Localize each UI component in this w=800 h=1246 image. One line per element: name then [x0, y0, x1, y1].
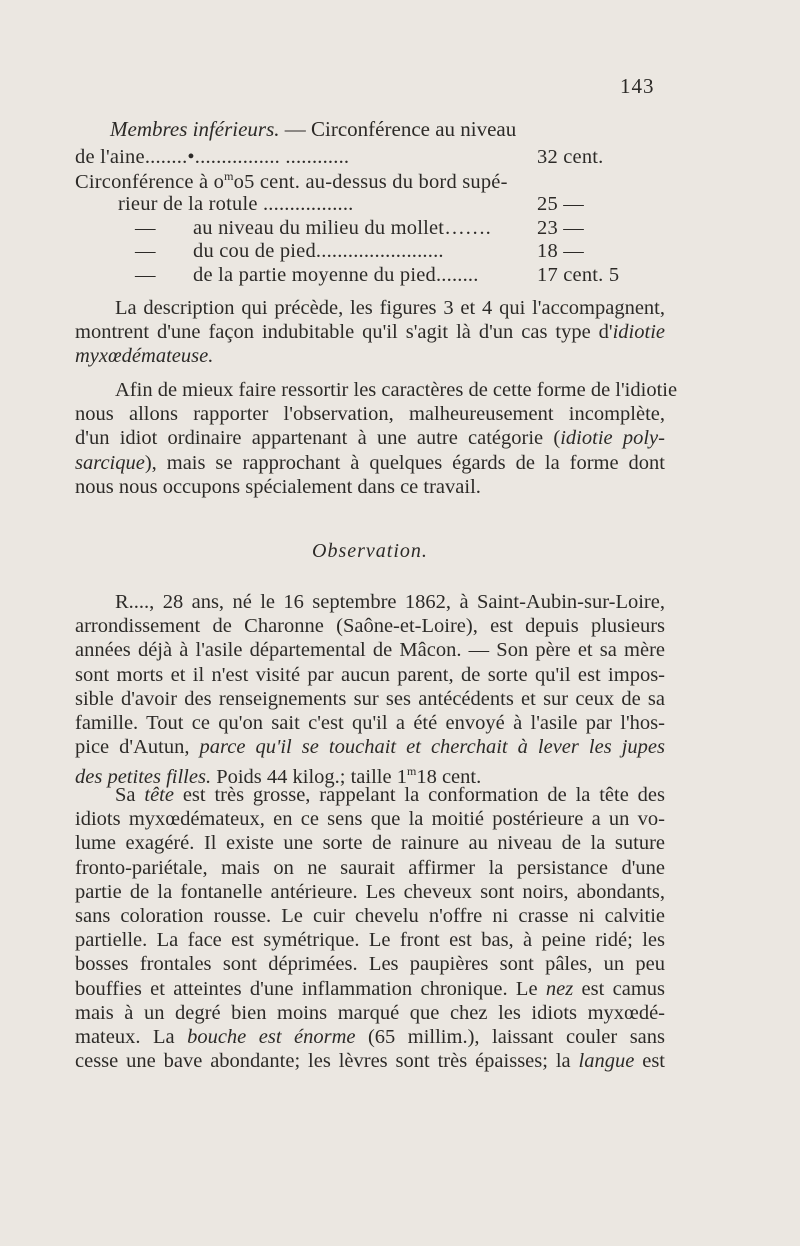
- measurement-row: [75, 264, 655, 294]
- dash: —: [135, 264, 156, 286]
- paragraph-observation: R...., 28 ans, né le 16 septembre 1862, à Saint-Aubin-sur-Loire, arrondissement de Charonne (Saône-et-Loire), est depuis plusieurs années déjà à l'asile départemental de Mâcon. — Son père et sa mère sont morts et il n'est visité par aucun parent, de sorte qu'il est impos- sible d'avoir des renseignements sur ses antécédents et sur ceux de sa famille. Tout ce qu'on sait c'est qu'il a été envoyé à l'asile par l'hos- pice d'Autun, parce qu'il se touchait et cherchait à lever les jupes des petites filles. Poids 44 kilog.; taille 1$^m$18 cent.: [75, 591, 665, 789]
- page-number: 143: [620, 74, 655, 98]
- heading-title: Membres inférieurs.: [110, 117, 280, 141]
- measurement-value: 18 —: [537, 240, 584, 262]
- section-title: Observation.: [312, 540, 428, 562]
- paragraph-head-description: Sa tête est très grosse, rappelant la conformation de la tête des idiots myxœdémateux, en ce sens que la moitié postérieure a un vo- lume exagéré. Il existe une sorte de rainure au niveau de la suture fronto-pariétale, mais on ne saurait affirmer la persistance d'une partie de la fontanelle antérieure. Les cheveux sont noirs, abondants, sans coloration rousse. Le cuir chevelu n'offre ni crasse ni calvitie partielle. La face est symétrique. Le front est bas, à peine ridé; les bosses frontales sont déprimées. Les paupières sont pâles, un peu bouffies et atteintes d'une inflammation chronique. Le nez est camus mais à un degré bien moins marqué que chez les idiots myxœdé- mateux. La bouche est énorme (65 millim.), laissant couler sans cesse une bave abondante; les lèvres sont très épaisses; la langue est: [75, 784, 666, 1073]
- measurement-label: rieur de la rotule .................: [118, 193, 354, 215]
- paragraph-description: La description qui précède, les figures 3 et 4 qui l'accompagnent, montrent d'une façon indubitable qu'il s'agit là d'un cas type d'idiotie myxœdémateuse.: [75, 297, 665, 368]
- heading-text: — Circonférence au niveau: [279, 117, 517, 141]
- measurement-value: 23 —: [537, 217, 584, 239]
- dash: —: [135, 240, 156, 262]
- measurement-label: Circonférence à $o^mo5$ cent. au-dessus du bord supé-: [75, 169, 508, 193]
- measurement-label: de l'aine........•................ ............: [75, 146, 350, 168]
- measurement-value: 32 cent.: [537, 146, 604, 168]
- section-heading: [110, 117, 516, 142]
- measurement-value: 17 cent. 5: [537, 264, 620, 286]
- dash: —: [135, 217, 156, 239]
- measurement-label: de la partie moyenne du pied........: [193, 264, 479, 286]
- measurement-value: 25 —: [537, 193, 584, 215]
- paragraph-intro: Afin de mieux faire ressortir les caractères de cette forme de l'idiotie nous allons rapporter l'observation, malheureusement incomplète, d'un idiot ordinaire appartenant à une autre catégorie (idiotie poly- sarcique), mais se rapprochant à quelques égards de la forme dont nous nous occupons spécialement dans ce travail.: [75, 379, 678, 498]
- measurement-label: au niveau du milieu du mollet…….: [193, 217, 491, 239]
- measurement-label: du cou de pied........................: [193, 240, 444, 262]
